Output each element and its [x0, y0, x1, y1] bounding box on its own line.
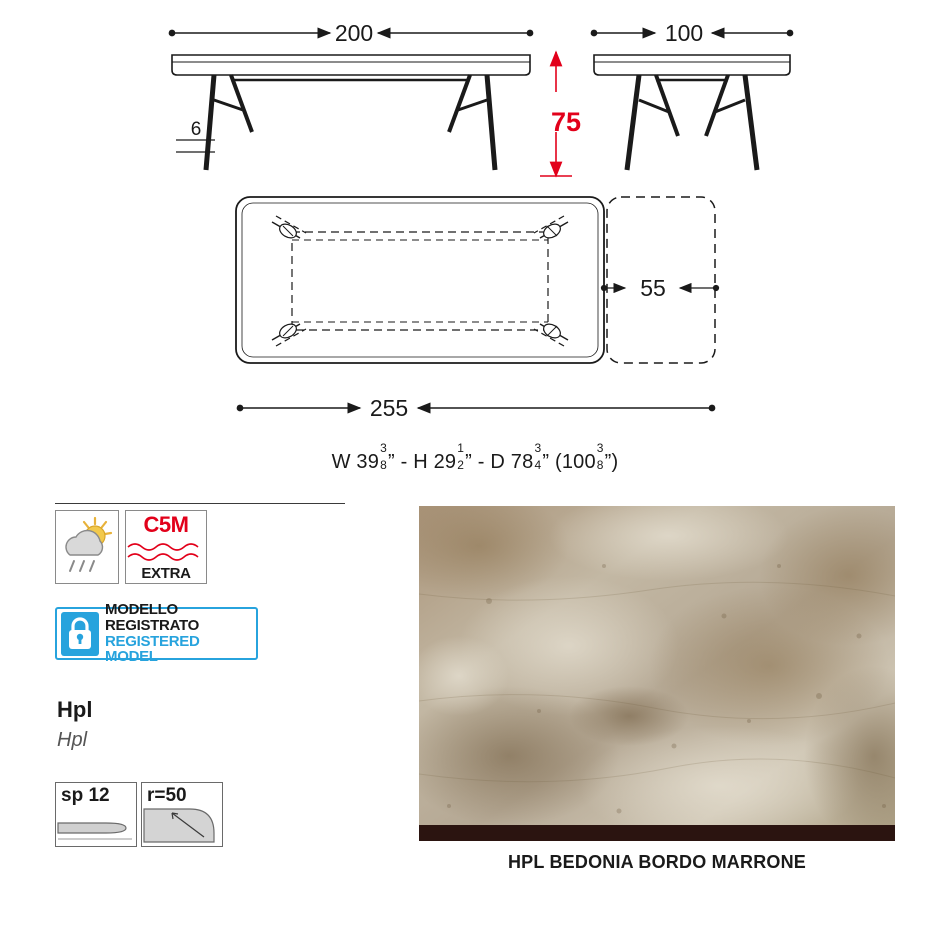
- imperial-extended: (100: [554, 451, 596, 473]
- imperial-dimensions: [0, 441, 950, 474]
- registered-model-english: REGISTERED MODEL: [105, 632, 200, 666]
- material-panel: [0, 497, 950, 950]
- dim-thickness-label: 6: [190, 119, 202, 140]
- imperial-width: W 39: [331, 451, 380, 473]
- imperial-extended-fraction: 3 8: [596, 441, 604, 472]
- dim-top-depth-label: 55: [640, 275, 666, 301]
- imperial-width-unit: ”: [387, 451, 395, 473]
- dim-height-label: 75: [550, 107, 582, 137]
- corrosion-class-label: C5M: [143, 512, 189, 537]
- dim-side-width-label: 100: [664, 20, 704, 46]
- imperial-depth-unit: ”: [542, 451, 550, 473]
- dim-top-length-label: 255: [369, 395, 409, 421]
- detail-boxes: [55, 782, 223, 847]
- dim-top-depth: [604, 275, 716, 301]
- registered-model-italian: MODELLO REGISTRATO: [105, 601, 199, 634]
- material-name: Hpl: [57, 697, 93, 722]
- swatch-edge-band: [419, 825, 895, 841]
- registered-model-text: [105, 602, 256, 665]
- radius-label: r=50: [147, 785, 187, 806]
- corrosion-class-badge: [125, 510, 207, 584]
- imperial-width-fraction: 3 8: [380, 441, 387, 472]
- swatch-caption: HPL BEDONIA BORDO MARRONE: [507, 852, 806, 872]
- material-swatch-photo: [419, 506, 895, 832]
- front-elevation: [172, 55, 530, 170]
- imperial-height: - H 29: [400, 451, 457, 473]
- sun-cloud-rain-icon: [55, 510, 119, 584]
- lock-icon: [61, 612, 99, 656]
- dim-height: [540, 52, 581, 176]
- registered-model-badge: [55, 601, 258, 666]
- material-block: [57, 697, 92, 752]
- imperial-depth: - D 78: [477, 451, 534, 473]
- imperial-height-fraction: 1 2: [457, 441, 465, 472]
- dim-top-length: [240, 395, 712, 421]
- imperial-depth-fraction: 3 4: [534, 441, 542, 472]
- corner-radius-icon: [141, 782, 223, 847]
- material-name-alt: Hpl: [57, 729, 88, 751]
- dim-front-width-label: 200: [334, 20, 374, 46]
- dim-front-width: [172, 20, 530, 46]
- badge-row: [55, 510, 207, 584]
- corrosion-extra-label: EXTRA: [141, 565, 191, 582]
- imperial-extended-unit: ”): [604, 451, 619, 473]
- edge-profile-icon: [55, 782, 137, 847]
- thickness-label: sp 12: [61, 785, 110, 806]
- dim-side-width: [594, 20, 790, 46]
- side-elevation: [594, 55, 790, 170]
- imperial-height-unit: ”: [465, 451, 472, 473]
- spec-divider: [55, 503, 345, 504]
